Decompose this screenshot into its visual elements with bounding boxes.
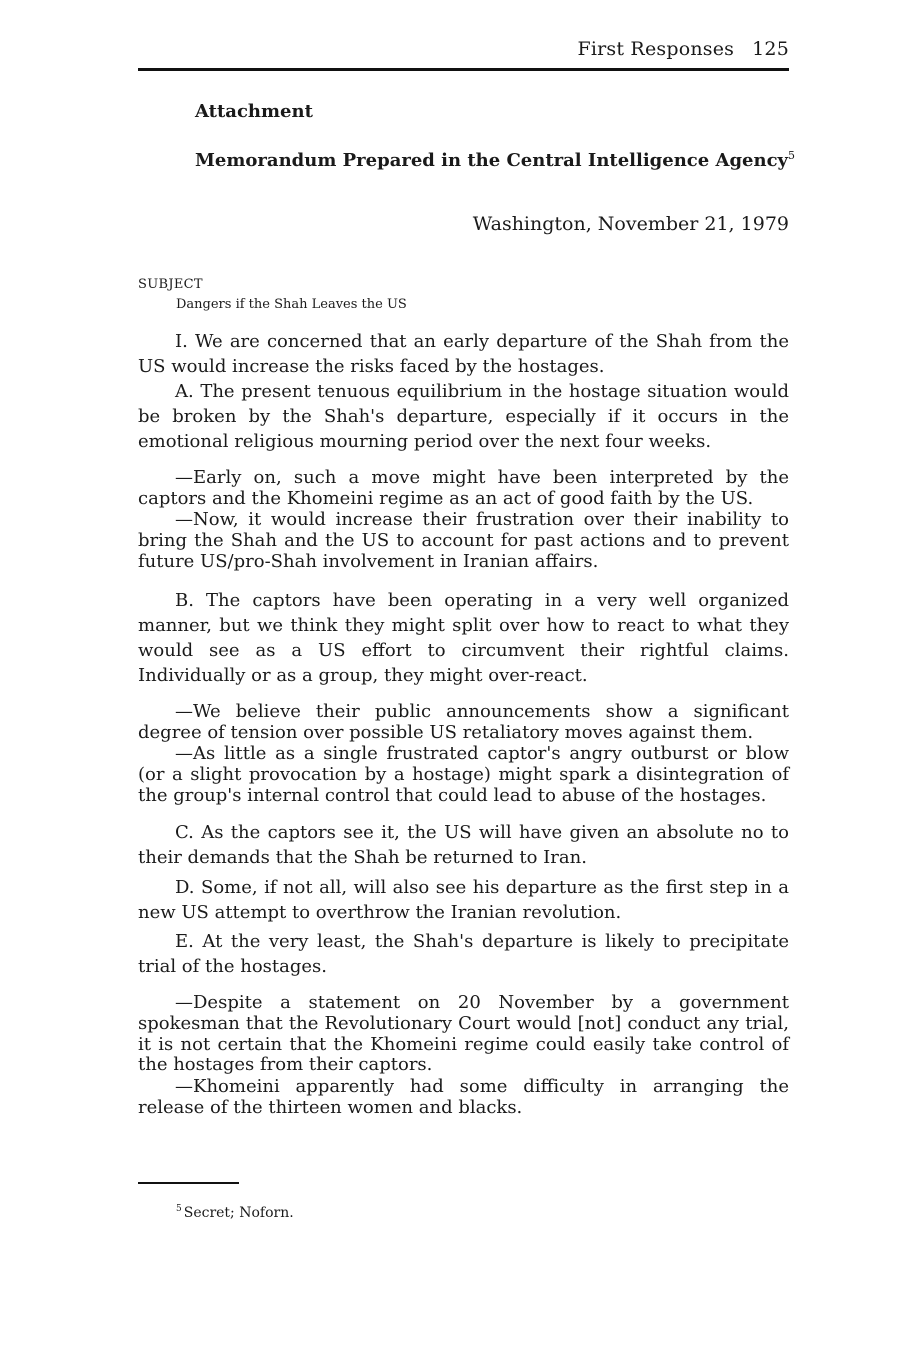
dash-item-6: —Khomeini apparently had some difficulty in arranging the release of the thirteen women and blacks. [138, 1076, 789, 1118]
paragraph-d: D. Some, if not all, will also see his departure as the first step in a new US attempt to overthrow the Iranian revolution. [138, 877, 789, 923]
paragraph-b: B. The captors have been operating in a very well organized manner, but we think they might split over how to react to what they would see as a US effort to circumvent their rightful claims. Individually or as a group, they might over-react. [138, 590, 789, 686]
memo-title-text: Memorandum Prepared in the Central Intelligence Agency [195, 150, 788, 171]
paragraph-e: E. At the very least, the Shah's departure is likely to precipitate trial of the hostages. [138, 931, 789, 977]
header-rule [138, 68, 789, 71]
dash-item-5: —Despite a statement on 20 November by a government spokesman that the Revolutionary Court would [not] conduct any trial, it is not certain that the Khomeini regime could easily take control of the hostages from their captors. [138, 992, 789, 1076]
dash-item-1: —Early on, such a move might have been interpreted by the captors and the Khomeini regime as an act of good faith by the US. [138, 467, 789, 509]
memo-title [195, 150, 795, 171]
footnote-rule [138, 1182, 239, 1184]
footnote-marker: 5 [176, 1204, 182, 1215]
page-number: 125 [752, 38, 789, 60]
subject-value: Dangers if the Shah Leaves the US [176, 297, 407, 312]
footnote-text: Secret; Noforn. [183, 1205, 294, 1221]
running-header [138, 38, 789, 64]
footnote [176, 1205, 294, 1221]
paragraph-a: A. The present tenuous equilibrium in the hostage situation would be broken by the Shah's departure, especially if it occurs in the emotional religious mourning period over the next four weeks. [138, 381, 789, 452]
subject-label: SUBJECT [138, 277, 203, 292]
attachment-heading: Attachment [195, 101, 313, 122]
paragraph-c: C. As the captors see it, the US will have given an absolute no to their demands that the Shah be returned to Iran. [138, 822, 789, 868]
running-title: First Responses [577, 38, 735, 60]
dash-item-2: —Now, it would increase their frustration over their inability to bring the Shah and the US to account for past actions and to prevent future US/pro-Shah involvement in Iranian affairs. [138, 509, 789, 572]
paragraph-1: I. We are concerned that an early departure of the Shah from the US would increase the risks faced by the hostages. [138, 331, 789, 377]
dash-item-4: —As little as a single frustrated captor's angry outburst or blow (or a slight provocation by a hostage) might spark a disintegration of the group's internal control that could lead to abuse of the hostages. [138, 743, 789, 806]
memo-footnote-ref: 5 [788, 149, 795, 162]
dateline: Washington, November 21, 1979 [472, 213, 789, 235]
dash-item-3: —We believe their public announcements show a significant degree of tension over possible US retaliatory moves against them. [138, 701, 789, 743]
